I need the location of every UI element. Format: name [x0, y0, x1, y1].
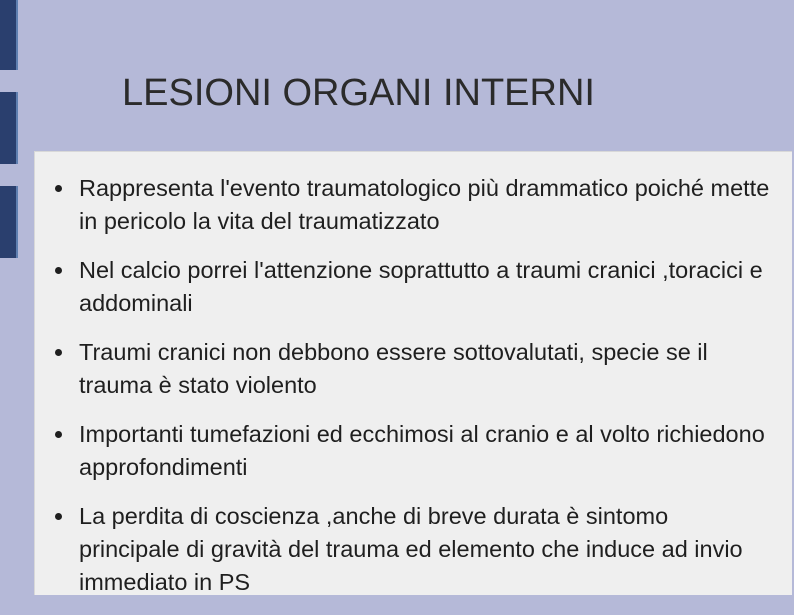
bullet-dot-icon	[55, 349, 62, 356]
bullet-dot-icon	[55, 267, 62, 274]
bullet-text: Traumi cranici non debbono essere sottovalutati, specie se il trauma è stato violento	[79, 339, 708, 398]
accent-bar-middle	[0, 92, 18, 164]
bullet-dot-icon	[55, 185, 62, 192]
bullet-text: Importanti tumefazioni ed ecchimosi al cranio e al volto richiedono approfondimenti	[79, 421, 765, 480]
slide-title: LESIONI ORGANI INTERNI	[122, 72, 595, 114]
bullet-item-5	[35, 500, 775, 599]
bullet-dot-icon	[55, 513, 62, 520]
bullet-item-1	[35, 172, 775, 238]
bullet-text: Rappresenta l'evento traumatologico più drammatico poiché mette in pericolo la vita del traumatizzato	[79, 175, 770, 234]
accent-bar-bottom	[0, 186, 18, 258]
bullet-item-2	[35, 254, 775, 320]
bullet-item-4	[35, 418, 775, 484]
bullet-dot-icon	[55, 431, 62, 438]
bullet-item-3	[35, 336, 775, 402]
bullet-text: La perdita di coscienza ,anche di breve durata è sintomo principale di gravità del trauma ed elemento che induce ad invio immediato in PS	[79, 503, 743, 595]
accent-bar-top	[0, 0, 18, 70]
content-panel	[34, 151, 792, 595]
bullet-list	[35, 172, 775, 615]
bullet-text: Nel calcio porrei l'attenzione soprattutto a traumi cranici ,toracici e addominali	[79, 257, 763, 316]
